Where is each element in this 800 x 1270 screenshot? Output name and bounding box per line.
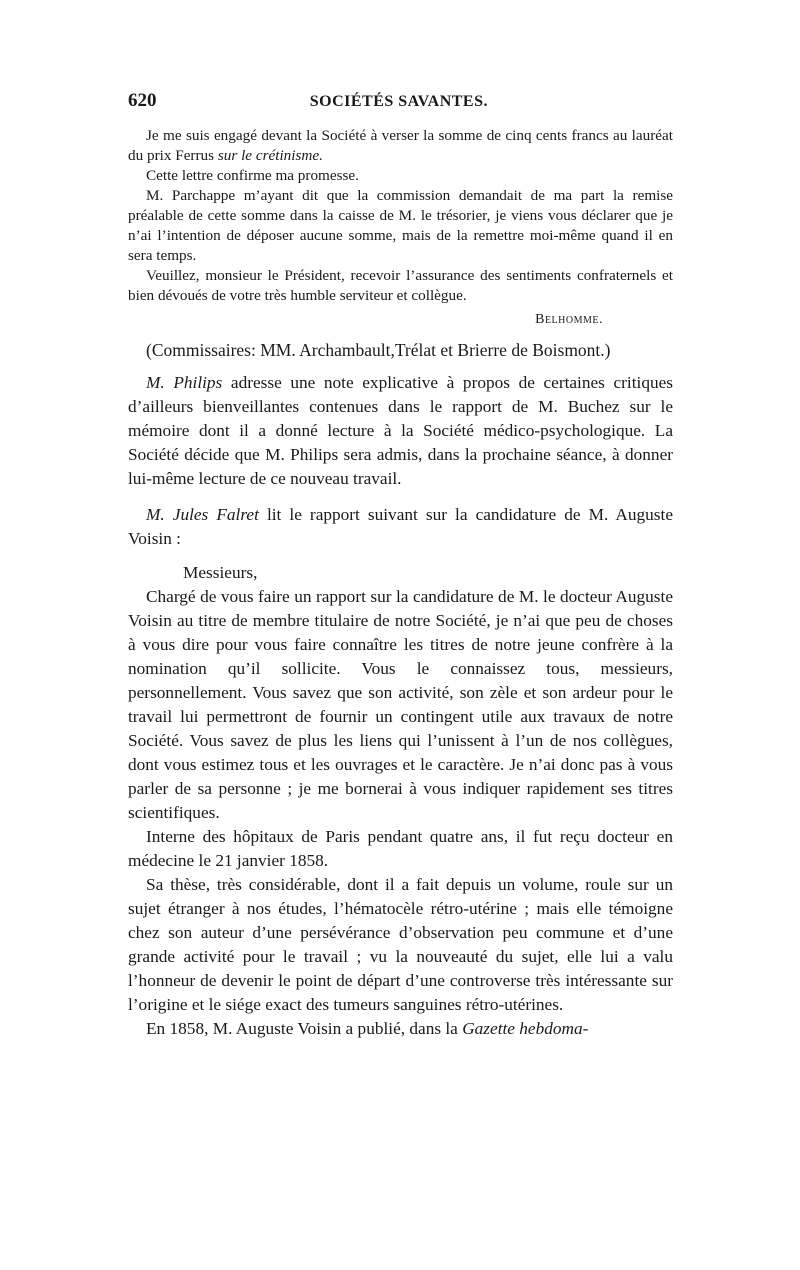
speaker-name: M. Jules Falret (146, 505, 259, 524)
running-title: SOCIÉTÉS SAVANTES. (309, 93, 488, 110)
salutation: Messieurs, (183, 563, 258, 582)
letter-section (128, 126, 673, 328)
letter-text: Je me suis engagé devant la Société à verser la somme de cinq cents francs au lauréat du prix Ferrus (128, 127, 673, 164)
commissaires-line: (Commissaires: MM. Archambault,Trélat et Brierre de Boismont.) (146, 340, 611, 360)
paragraph-text: lit le rapport suivant sur la candidature de M. Auguste Voisin : (128, 505, 673, 548)
letter-paragraph: Cette lettre confirme ma promesse. (146, 167, 359, 184)
letter-paragraph: Veuillez, monsieur le Président, recevoir l’assurance des sentiments confraternels et bien dévoués de votre très humble serviteur et collègue. (128, 267, 673, 304)
falret-paragraph (128, 503, 673, 551)
report-paragraph: Interne des hôpitaux de Paris pendant quatre ans, il fut reçu docteur en médecine le 21 janvier 1858. (128, 827, 673, 870)
page-header (128, 90, 673, 112)
letter-italic: sur le crétinisme. (217, 147, 323, 164)
report-paragraph: Sa thèse, très considérable, dont il a fait depuis un volume, roule sur un sujet étranger à nos études, l’hématocèle rétro-utérine ; mais elle témoigne chez son auteur d’une persévérance d’observation peu commune et d’une grande activité pour le travail ; vu la nouveauté du sujet, elle lui a valu l’honneur de devenir le point de départ d’une controverse très intéressante sur l’origine et le siége exact des tumeurs sanguines rétro-utérines. (128, 875, 673, 1014)
paragraph-text: adresse une note explicative à propos de certaines critiques d’ailleurs bienveillantes contenues dans le rapport de M. Buchez sur le mémoire dont il a donné lecture à la Société médico-psychologique. La Société décide que M. Philips sera admis, dans la prochaine séance, à donner lui-même lecture de ce nouveau travail. (128, 373, 673, 488)
letter-paragraph: M. Parchappe m’ayant dit que la commission demandait de ma part la remise préalable de cette somme dans la caisse de M. le trésorier, je viens vous déclarer que je n’ai l’intention de déposer aucune somme, mais de la remettre moi-même quand il en sera temps. (128, 187, 673, 264)
speaker-name: M. Philips (146, 373, 223, 392)
letter-paragraph (128, 126, 673, 166)
page-number: 620 (128, 90, 157, 111)
philips-paragraph (128, 371, 673, 491)
journal-title: Gazette hebdoma- (462, 1019, 589, 1038)
report-paragraph: Chargé de vous faire un rapport sur la candidature de M. le docteur Auguste Voisin au titre de membre titulaire de notre Société, je n’ai que peu de choses à vous dire pour vous faire connaître les titres de notre jeune confrère à la nomination qu’il sollicite. Vous le connaissez tous, messieurs, personnellement. Vous savez que son activité, son zèle et son ardeur pour le travail lui permettront de fournir un contingent utile aux travaux de notre Société. Vous savez de plus les liens qui l’unissent à l’un de nos collègues, dont vous estimez tous et les ouvrages et le caractère. Je n’ai donc pas à vous parler de sa personne ; je me bornerai à vous indiquer rapidement ses titres scientifiques. (128, 587, 673, 822)
signature: Belhomme. (535, 312, 603, 327)
book-page (128, 90, 673, 1041)
main-text (128, 371, 673, 1041)
report-paragraph (128, 1017, 673, 1041)
paragraph-text: En 1858, M. Auguste Voisin a publié, dans la (146, 1019, 463, 1038)
